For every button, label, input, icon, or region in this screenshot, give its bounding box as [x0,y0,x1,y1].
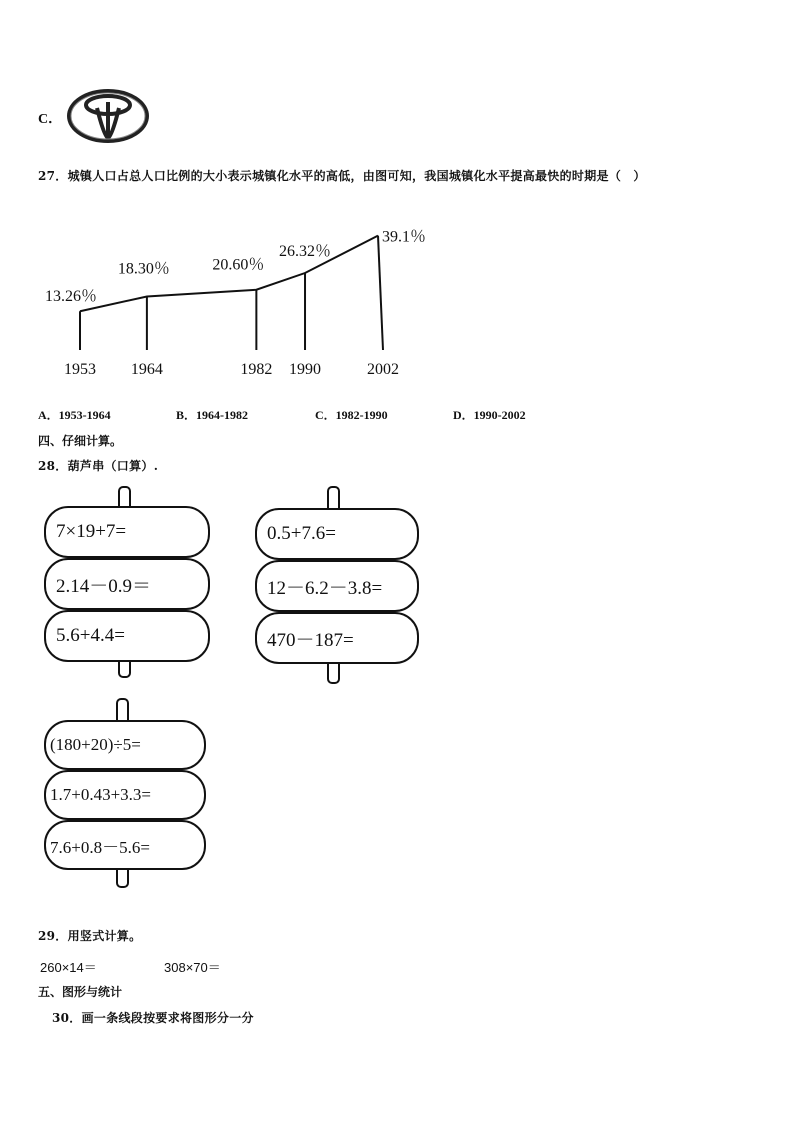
x-tick-label: 1964 [130,361,163,378]
option-c[interactable] [315,406,388,423]
gourd-skewer-3 [44,698,208,888]
option-c-text: 1982-1990 [335,408,388,422]
x-tick-label: 1982 [240,361,273,378]
question-text: 城镇人口占总人口比例的大小表示城镇化水平的高低，由图可知，我国城镇化水平提高最快的时期是（ ） [67,169,646,183]
chart-svg [36,210,436,380]
question-30-title: 30．画一条线段按要求将图形分一分 [52,1011,254,1025]
skewer-bead: 5.6+4.4= [44,610,210,662]
option-b-text: 1964-1982 [196,408,249,422]
gourd-skewer-2 [255,486,421,684]
skewer-bead: 7.6+0.8－5.6= [44,820,206,870]
skewer-stick-bottom [327,664,340,684]
skewer-bead: 2.14－0.9＝ [44,558,210,610]
x-tick-label: 1990 [289,361,322,378]
option-a-label: A． [38,408,59,422]
option-d-text: 1990-2002 [473,408,526,422]
section-4-heading: 四、仔细计算。 [38,434,123,448]
skewer-stick-bottom [118,662,131,678]
data-label: 26.32％ [279,243,332,261]
skewer-bead: 12－6.2－3.8= [255,560,419,612]
option-b-label: B． [176,408,197,422]
toyota-logo-image [66,88,150,144]
vertical-calc-item-2: 308×70＝ [164,960,221,975]
skewer-bead: (180+20)÷5= [44,720,206,770]
option-d-label: D． [453,408,474,422]
data-label: 39.1％ [382,228,427,246]
question-29-title: 29．用竖式计算。 [38,929,142,943]
question-28-title: 28．葫芦串（口算）. [38,459,159,473]
x-tick-label: 2002 [367,361,399,378]
skewer-bead: 470－187= [255,612,419,664]
skewer-bead: 0.5+7.6= [255,508,419,560]
option-a[interactable] [38,406,111,423]
urbanization-chart [36,210,436,380]
year-divider-line [378,236,383,350]
option-c-label: C． [38,112,63,127]
x-tick-label: 1953 [64,361,96,378]
data-label: 13.26％ [45,288,98,306]
option-b[interactable] [176,406,248,423]
question-27 [38,167,646,184]
skewer-bead: 1.7+0.43+3.3= [44,770,206,820]
data-label: 20.60％ [212,256,265,274]
section-5-heading: 五、图形与统计 [38,985,123,999]
option-a-text: 1953-1964 [58,408,111,422]
skewer-stick-bottom [116,870,129,888]
option-d[interactable] [453,406,526,423]
gourd-skewer-1 [44,486,212,676]
option-c-label-27: C． [315,408,336,422]
skewer-bead: 7×19+7= [44,506,210,558]
vertical-calc-item-1: 260×14＝ [40,960,97,975]
data-label: 18.30％ [117,260,170,278]
question-number: 27． [38,169,68,183]
